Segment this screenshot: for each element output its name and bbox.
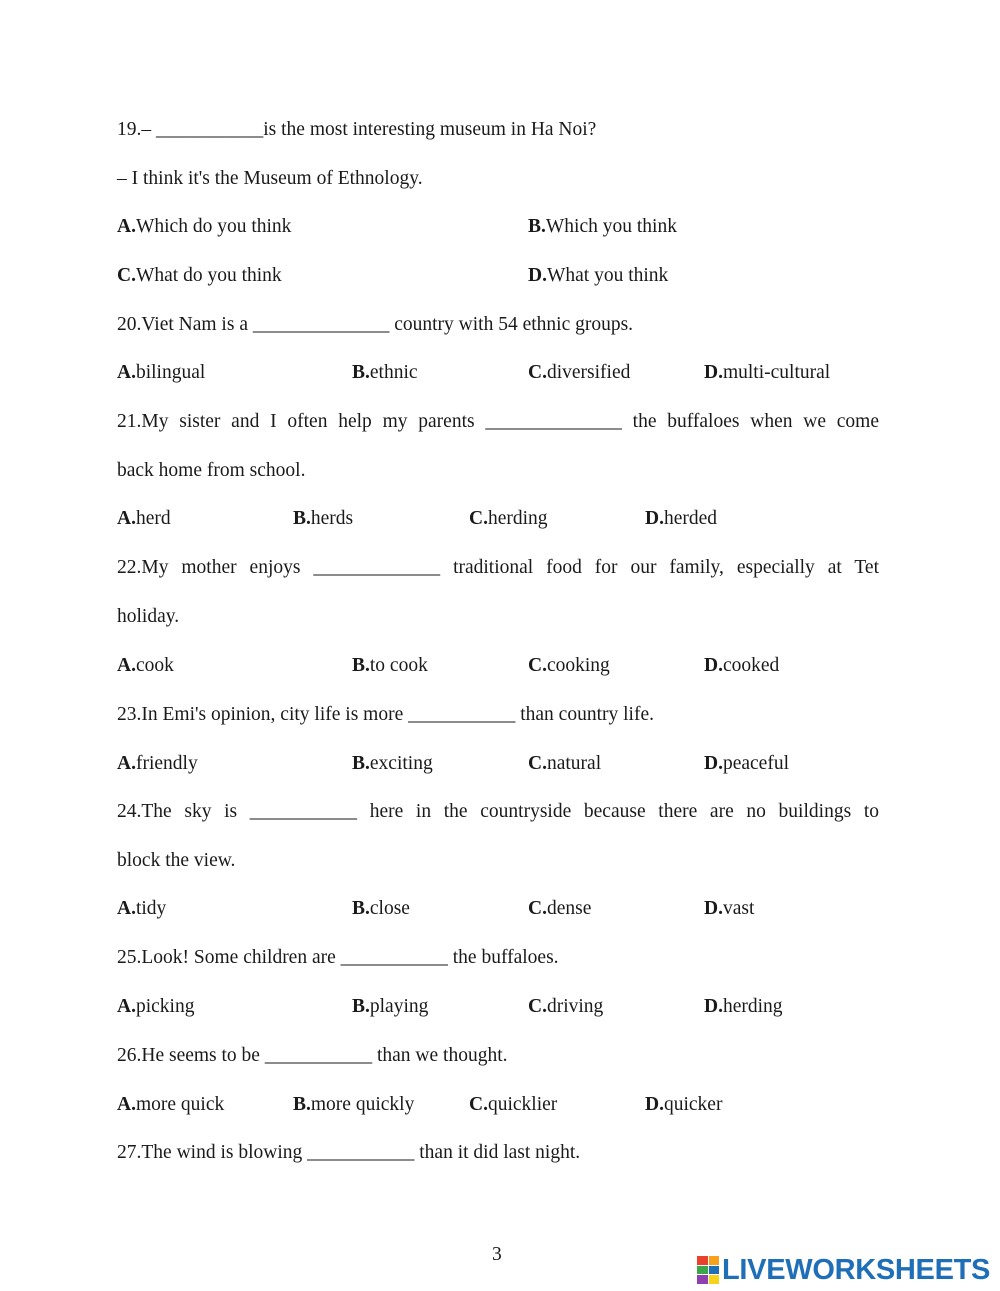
option-text: peaceful	[722, 753, 790, 774]
question-19-stem: 19.– ___________is the most interesting museum in Ha Noi?	[117, 119, 597, 140]
option-text: What do you think	[135, 265, 282, 286]
question-22-option-d[interactable]	[704, 654, 779, 678]
option-text: picking	[135, 996, 195, 1017]
question-26-option-c[interactable]	[469, 1093, 557, 1117]
option-letter: B.	[352, 753, 370, 774]
liveworksheets-logo	[697, 1254, 990, 1286]
option-text: cook	[135, 655, 174, 676]
option-text: quicker	[663, 1094, 723, 1115]
option-text: more quickly	[310, 1094, 415, 1115]
option-text: herded	[663, 508, 718, 529]
question-25-option-c[interactable]	[528, 995, 603, 1019]
question-27-stem: 27.The wind is blowing ___________ than it did last night.	[117, 1142, 581, 1163]
question-23-option-a[interactable]	[117, 752, 198, 776]
logo-block-icon	[697, 1266, 708, 1275]
question-20-option-a[interactable]	[117, 361, 205, 385]
option-text: tidy	[135, 898, 167, 919]
question-24-stem-line-1: 24.The sky is ___________ here in the countryside because there are no buildings to	[117, 801, 879, 822]
question-22-option-a[interactable]	[117, 654, 174, 678]
option-letter: C.	[528, 753, 547, 774]
question-25-option-d[interactable]	[704, 995, 783, 1019]
option-letter: A.	[117, 655, 136, 676]
option-text: herding	[722, 996, 783, 1017]
option-letter: A.	[117, 996, 136, 1017]
question-23-option-b[interactable]	[352, 752, 433, 776]
question-25-option-a[interactable]	[117, 995, 194, 1019]
option-letter: B.	[352, 362, 370, 383]
question-19-option-d[interactable]	[528, 264, 668, 288]
question-24-stem-line-2: block the view.	[117, 850, 236, 871]
option-letter: C.	[528, 362, 547, 383]
logo-block-icon	[709, 1275, 720, 1284]
question-26-option-d[interactable]	[645, 1093, 722, 1117]
option-text: herding	[487, 508, 548, 529]
option-text: multi-cultural	[722, 362, 831, 383]
question-20-option-d[interactable]	[704, 361, 830, 385]
option-letter: B.	[528, 216, 546, 237]
liveworksheets-logo-text: LIVEWORKSHEETS	[722, 1253, 991, 1286]
question-19-option-b[interactable]	[528, 215, 677, 239]
option-letter: A.	[117, 362, 136, 383]
question-21-option-d[interactable]	[645, 507, 717, 531]
liveworksheets-logo-icon	[697, 1256, 719, 1284]
option-letter: A.	[117, 508, 136, 529]
option-letter: D.	[528, 265, 547, 286]
logo-block-icon	[697, 1275, 708, 1284]
question-25-stem: 25.Look! Some children are ___________ the buffaloes.	[117, 947, 559, 968]
question-24-option-c[interactable]	[528, 897, 591, 921]
option-text: playing	[369, 996, 429, 1017]
option-text: exciting	[369, 753, 433, 774]
question-21-stem-line-1: 21.My sister and I often help my parents ______________ the buffaloes when we come	[117, 411, 879, 432]
question-22-option-c[interactable]	[528, 654, 610, 678]
option-text: Which do you think	[135, 216, 292, 237]
question-20-stem: 20.Viet Nam is a ______________ country with 54 ethnic groups.	[117, 314, 634, 335]
question-21-option-c[interactable]	[469, 507, 548, 531]
question-19-answer-line: – I think it's the Museum of Ethnology.	[117, 168, 423, 189]
option-letter: B.	[352, 655, 370, 676]
option-text: cooking	[546, 655, 610, 676]
option-text: cooked	[722, 655, 780, 676]
option-text: driving	[546, 996, 604, 1017]
question-24-option-a[interactable]	[117, 897, 166, 921]
question-21-option-b[interactable]	[293, 507, 353, 531]
option-text: dense	[546, 898, 592, 919]
option-letter: C.	[528, 996, 547, 1017]
question-26-option-b[interactable]	[293, 1093, 414, 1117]
option-text: close	[369, 898, 410, 919]
question-22-option-b[interactable]	[352, 654, 428, 678]
question-22-stem-line-2: holiday.	[117, 606, 180, 627]
logo-block-icon	[697, 1256, 708, 1265]
option-letter: D.	[704, 753, 723, 774]
page-number: 3	[492, 1244, 502, 1265]
option-letter: D.	[704, 362, 723, 383]
option-text: diversified	[546, 362, 631, 383]
option-letter: D.	[645, 508, 664, 529]
logo-block-icon	[709, 1266, 720, 1275]
option-text: bilingual	[135, 362, 206, 383]
option-letter: B.	[352, 898, 370, 919]
option-text: Which you think	[545, 216, 677, 237]
option-text: more quick	[135, 1094, 225, 1115]
question-24-option-b[interactable]	[352, 897, 410, 921]
question-20-option-c[interactable]	[528, 361, 630, 385]
logo-block-icon	[709, 1256, 720, 1265]
option-text: friendly	[135, 753, 198, 774]
question-19-option-a[interactable]	[117, 215, 291, 239]
question-26-option-a[interactable]	[117, 1093, 224, 1117]
option-letter: C.	[528, 898, 547, 919]
option-letter: C.	[469, 1094, 488, 1115]
option-letter: B.	[293, 508, 311, 529]
option-letter: B.	[293, 1094, 311, 1115]
option-letter: C.	[117, 265, 136, 286]
question-19-option-c[interactable]	[117, 264, 282, 288]
question-20-option-b[interactable]	[352, 361, 418, 385]
option-text: herds	[310, 508, 354, 529]
option-text: What you think	[546, 265, 669, 286]
option-letter: D.	[704, 655, 723, 676]
option-letter: C.	[528, 655, 547, 676]
option-letter: A.	[117, 898, 136, 919]
option-letter: A.	[117, 216, 136, 237]
question-23-stem: 23.In Emi's opinion, city life is more ___________ than country life.	[117, 704, 654, 725]
question-23-option-c[interactable]	[528, 752, 601, 776]
option-letter: D.	[645, 1094, 664, 1115]
option-letter: C.	[469, 508, 488, 529]
option-text: to cook	[369, 655, 428, 676]
question-22-stem-line-1: 22.My mother enjoys _____________ traditional food for our family, especially at Tet	[117, 557, 879, 578]
option-text: ethnic	[369, 362, 418, 383]
question-24-option-d[interactable]	[704, 897, 754, 921]
option-text: quicklier	[487, 1094, 558, 1115]
question-21-stem-line-2: back home from school.	[117, 460, 306, 481]
option-letter: D.	[704, 996, 723, 1017]
option-letter: D.	[704, 898, 723, 919]
option-letter: B.	[352, 996, 370, 1017]
option-letter: A.	[117, 753, 136, 774]
option-letter: A.	[117, 1094, 136, 1115]
question-23-option-d[interactable]	[704, 752, 789, 776]
option-text: herd	[135, 508, 171, 529]
question-25-option-b[interactable]	[352, 995, 428, 1019]
question-21-option-a[interactable]	[117, 507, 171, 531]
option-text: vast	[722, 898, 755, 919]
question-26-stem: 26.He seems to be ___________ than we thought.	[117, 1045, 508, 1066]
option-text: natural	[546, 753, 602, 774]
